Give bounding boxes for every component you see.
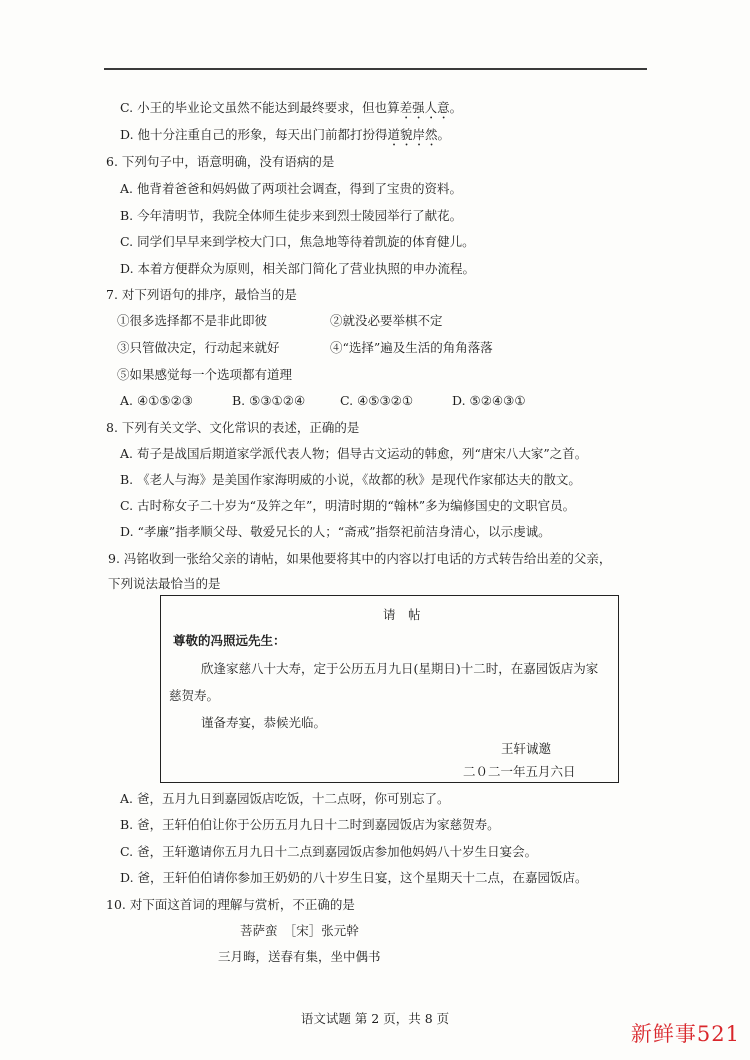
- q7-sentence-1: ①很多选择都不是非此即彼: [117, 313, 268, 328]
- q5-option-d: D. 他十分注重自己的形象，每天出门前都打扮得道貌岸然。: [120, 127, 451, 142]
- q7-option-a: A. ④①⑤②③: [120, 393, 194, 408]
- q9-stem-line1: 9. 冯铭收到一张给父亲的请帖，如果他要将其中的内容以打电话的方式转告给出差的父亲，: [108, 551, 612, 566]
- q7-sentence-4: ④“选择”遍及生活的角角落落: [330, 340, 493, 355]
- invitation-signature: 王轩诚邀: [501, 741, 552, 756]
- page-footer: 语文试题 第 2 页，共 8 页: [300, 1011, 450, 1026]
- q7-option-b: B. ⑤③①②④: [232, 393, 306, 408]
- q8-option-d: D. “孝廉”指孝顺父母、敬爱兄长的人；“斋戒”指祭祀前洁身清心，以示虔诚。: [120, 524, 551, 539]
- q9-stem-line2: 下列说法最恰当的是: [108, 576, 221, 591]
- q7-stem: 7. 对下列语句的排序，最恰当的是: [106, 287, 297, 302]
- q6-stem: 6. 下列句子中，语意明确，没有语病的是: [106, 154, 335, 169]
- q6-option-a: A. 他背着爸爸和妈妈做了两项社会调查，得到了宝贵的资料。: [120, 181, 462, 196]
- q10-stem: 10. 对下面这首词的理解与赏析，不正确的是: [106, 897, 355, 912]
- q6-option-c: C. 同学们早早来到学校大门口，焦急地等待着凯旋的体育健儿。: [120, 234, 475, 249]
- invitation-card: [160, 595, 619, 783]
- invitation-body-line1: 欣逢家慈八十大寿，定于公历五月九日(星期日)十二时，在嘉园饭店为家: [201, 661, 599, 676]
- q9-option-c: C. 爸，王轩邀请你五月九日十二点到嘉园饭店参加他妈妈八十岁生日宴会。: [120, 844, 538, 859]
- q9-option-a: A. 爸，五月九日到嘉园饭店吃饭，十二点呀，你可别忘了。: [120, 791, 450, 806]
- q8-option-b: B. 《老人与海》是美国作家海明威的小说，《故都的秋》是现代作家郁达夫的散文。: [120, 472, 581, 487]
- header-rule: [104, 68, 647, 70]
- q6-option-b: B. 今年清明节，我院全体师生徒步来到烈士陵园举行了献花。: [120, 208, 463, 223]
- q9-option-d: D. 爸，王轩伯伯请你参加王奶奶的八十岁生日宴，这个星期天十二点，在嘉园饭店。: [120, 870, 588, 885]
- invitation-body-line2: 慈贺寿。: [169, 688, 220, 703]
- q9-option-b: B. 爸，王轩伯伯让你于公历五月九日十二时到嘉园饭店为家慈贺寿。: [120, 817, 500, 832]
- invitation-date: 二０二一年五月六日: [463, 764, 576, 779]
- invitation-title: 请 帖: [383, 607, 421, 622]
- watermark-text: 新鲜事521: [630, 1022, 740, 1046]
- q10-poem-title: 菩萨蛮 ［宋］张元幹: [240, 923, 359, 938]
- q8-stem: 8. 下列有关文学、文化常识的表述，正确的是: [106, 420, 360, 435]
- q7-option-d: D. ⑤②④③①: [452, 393, 526, 408]
- q8-option-c: C. 古时称女子二十岁为“及笄之年”，明清时期的“翰林”多为编修国史的文职官员。: [120, 498, 576, 513]
- q5-option-c: C. 小王的毕业论文虽然不能达到最终要求，但也算差强人意。: [120, 100, 463, 115]
- q10-poem-line1: 三月晦，送春有集，坐中偶书: [218, 949, 381, 964]
- invitation-greeting: 尊敬的冯照远先生：: [173, 633, 286, 648]
- q6-option-d: D. 本着方便群众为原则，相关部门简化了营业执照的申办流程。: [120, 261, 476, 276]
- q7-sentence-3: ③只管做决定，行动起来就好: [117, 340, 280, 355]
- q7-option-c: C. ④⑤③②①: [340, 393, 414, 408]
- q7-sentence-2: ②就没必要举棋不定: [330, 313, 443, 328]
- invitation-body-line3: 谨备寿宴，恭候光临。: [201, 715, 327, 730]
- q8-option-a: A. 荀子是战国后期道家学派代表人物；倡导古文运动的韩愈，列“唐宋八大家”之首。: [120, 446, 588, 461]
- q7-sentence-5: ⑤如果感觉每一个选项都有道理: [117, 367, 293, 382]
